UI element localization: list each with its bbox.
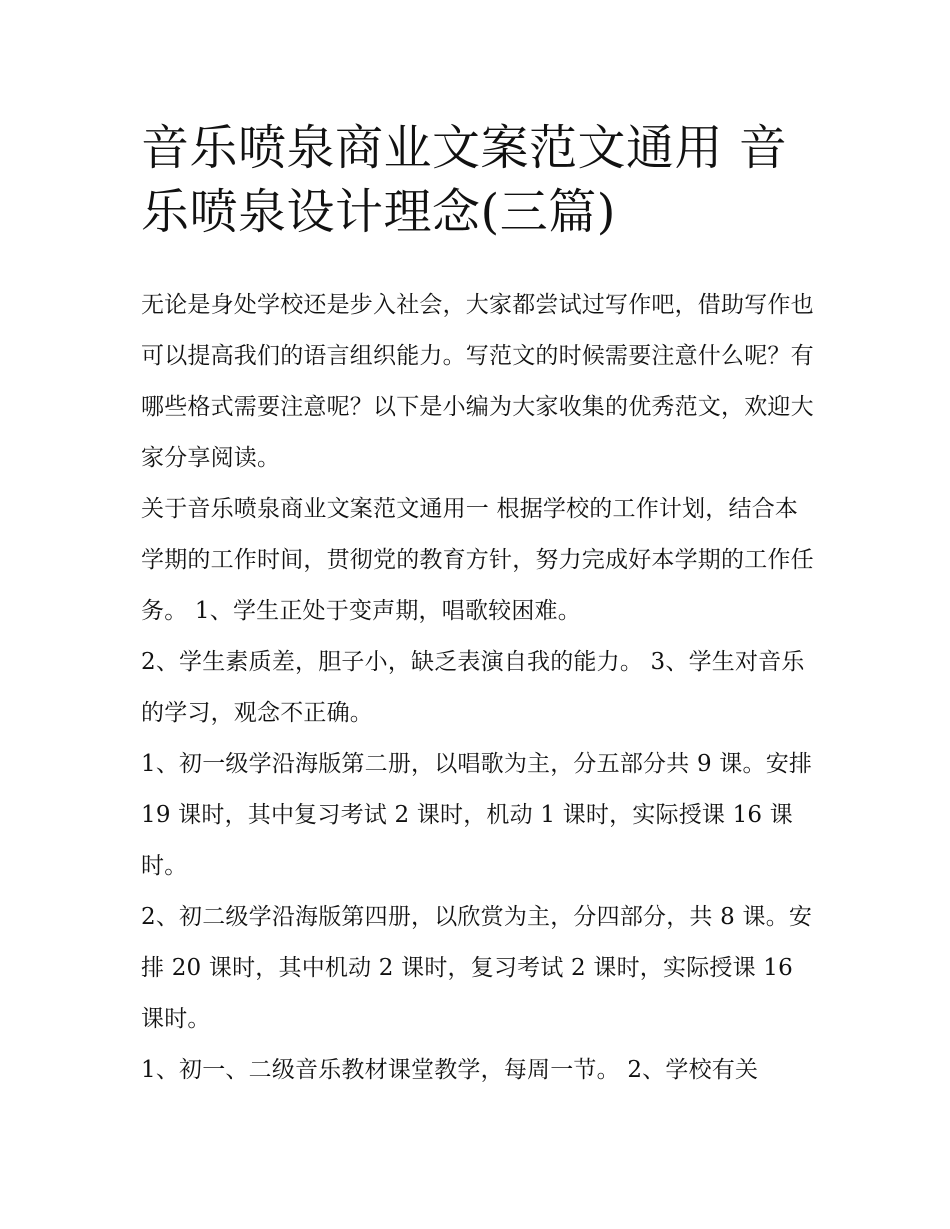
document-page	[141, 116, 816, 1096]
paragraph-plan: 关于音乐喷泉商业文案范文通用一 根据学校的工作计划，结合本学期的工作时间，贯彻党的教育方针，努力完成好本学期的工作任务。 1、学生正处于变声期，唱歌较困难。	[141, 496, 814, 624]
paragraph-grade-two: 2、初二级学沿海版第四册，以欣赏为主，分四部分，共 8 课。安排 20 课时，其中机动 2 课时，复习考试 2 课时，实际授课 16 课时。	[141, 904, 813, 1032]
paragraph-intro: 无论是身处学校还是步入社会，大家都尝试过写作吧，借助写作也可以提高我们的语言组织能力。写范文的时候需要注意什么呢？有哪些格式需要注意呢？以下是小编为大家收集的优秀范文，欢迎大家分享阅读。	[141, 292, 814, 471]
document-body	[141, 280, 816, 1096]
paragraph-grade-one: 1、初一级学沿海版第二册，以唱歌为主，分五部分共 9 课。安排 19 课时，其中复习考试 2 课时，机动 1 课时，实际授课 16 课时。	[141, 751, 813, 879]
paragraph-students: 2、学生素质差，胆子小，缺乏表演自我的能力。 3、学生对音乐的学习，观念不正确。	[141, 649, 805, 726]
paragraph-teaching: 1、初一、二级音乐教材课堂教学，每周一节。 2、学校有关	[141, 1057, 759, 1083]
document-title: 音乐喷泉商业文案范文通用 音乐喷泉设计理念(三篇)	[141, 120, 788, 240]
